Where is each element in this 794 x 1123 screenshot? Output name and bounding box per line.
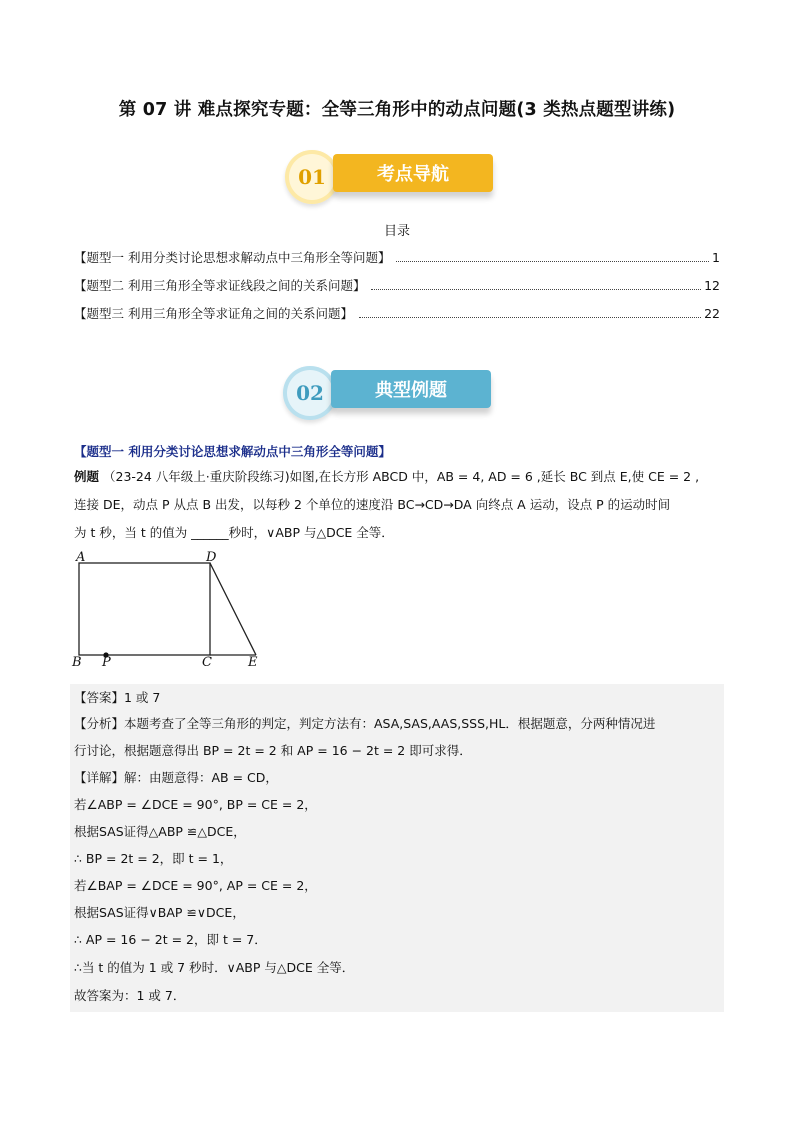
toc-item[interactable] [74, 248, 720, 266]
segment-de [210, 563, 256, 655]
toc-item-page: 22 [704, 306, 720, 321]
example-line-1 [74, 464, 724, 490]
geometry-figure [70, 548, 270, 676]
toc-leader [359, 316, 701, 318]
page-title: 第 07 讲 难点探究专题：全等三角形中的动点问题(3 类热点题型讲练) [118, 100, 676, 120]
section-badge-navigation [285, 150, 515, 208]
rectangle-triangle-diagram [70, 548, 270, 672]
solution-step-1: 若∠ABP = ∠DCE = 90°, BP = CE = 2， [74, 797, 317, 812]
badge-label: 典型例题 [331, 370, 491, 408]
label-b: B [72, 655, 82, 670]
answer-line: 【答案】1 或 7 [74, 690, 161, 705]
toc-leader [371, 288, 701, 290]
badge-label: 考点导航 [333, 154, 493, 192]
toc-item[interactable] [74, 276, 720, 294]
solution-step-7: ∴当 t 的值为 1 或 7 秒时．∨ABP 与△DCE 全等． [74, 960, 355, 975]
label-e: E [248, 655, 258, 670]
toc-item-label: 【题型三 利用三角形全等求证角之间的关系问题】 [74, 306, 353, 321]
solution-step-2: 根据SAS证得△ABP ≌△DCE， [74, 824, 246, 839]
toc-heading: 目录 [383, 224, 410, 239]
example-line-2: 连接 DE，动点 P 从点 B 出发，以每秒 2 个单位的速度沿 BC→CD→DA 向终点 A 运动，设点 P 的运动时间 [74, 497, 671, 512]
rectangle-abcd [79, 563, 210, 655]
solution-step-3: ∴ BP = 2t = 2，即 t = 1， [74, 851, 233, 866]
section-heading: 【题型一 利用分类讨论思想求解动点中三角形全等问题】 [74, 444, 391, 459]
solution-step-4: 若∠BAP = ∠DCE = 90°, AP = CE = 2， [74, 878, 317, 893]
solution-step-5: 根据SAS证得∨BAP ≌∨DCE， [74, 905, 245, 920]
toc-item-page: 1 [712, 250, 720, 265]
toc-item[interactable] [74, 304, 720, 322]
toc-item-page: 12 [704, 278, 720, 293]
analysis-line-1: 【分析】本题考查了全等三角形的判定，判定方法有：ASA,SAS,AAS,SSS,HL．根据题意，分两种情况进 [74, 716, 656, 731]
toc-leader [396, 260, 709, 262]
detail-line: 【详解】解：由题意得：AB = CD， [74, 770, 278, 785]
label-p: P [102, 655, 111, 670]
solution-conclusion: 故答案为：1 或 7． [74, 988, 186, 1003]
toc-item-label: 【题型二 利用三角形全等求证线段之间的关系问题】 [74, 278, 366, 293]
section-badge-examples [283, 366, 513, 424]
example-line-3: 为 t 秒，当 t 的值为 ______秒时，∨ABP 与△DCE 全等． [74, 525, 394, 540]
label-c: C [202, 655, 212, 670]
toc-item-label: 【题型一 利用分类讨论思想求解动点中三角形全等问题】 [74, 250, 391, 265]
example-label: 例题 [74, 469, 100, 484]
label-d: D [206, 550, 217, 565]
analysis-line-2: 行讨论，根据题意得出 BP = 2t = 2 和 AP = 16 − 2t = 2 即可求得． [74, 743, 472, 758]
solution-step-6: ∴ AP = 16 − 2t = 2，即 t = 7． [74, 932, 267, 947]
badge-number: 01 [285, 150, 339, 204]
label-a: A [76, 550, 86, 565]
badge-number: 02 [283, 366, 337, 420]
example-text: （23-24 八年级上·重庆阶段练习)如图,在长方形 ABCD 中，AB = 4, AD = 6 ,延长 BC 到点 E,使 CE = 2 , [103, 469, 700, 484]
